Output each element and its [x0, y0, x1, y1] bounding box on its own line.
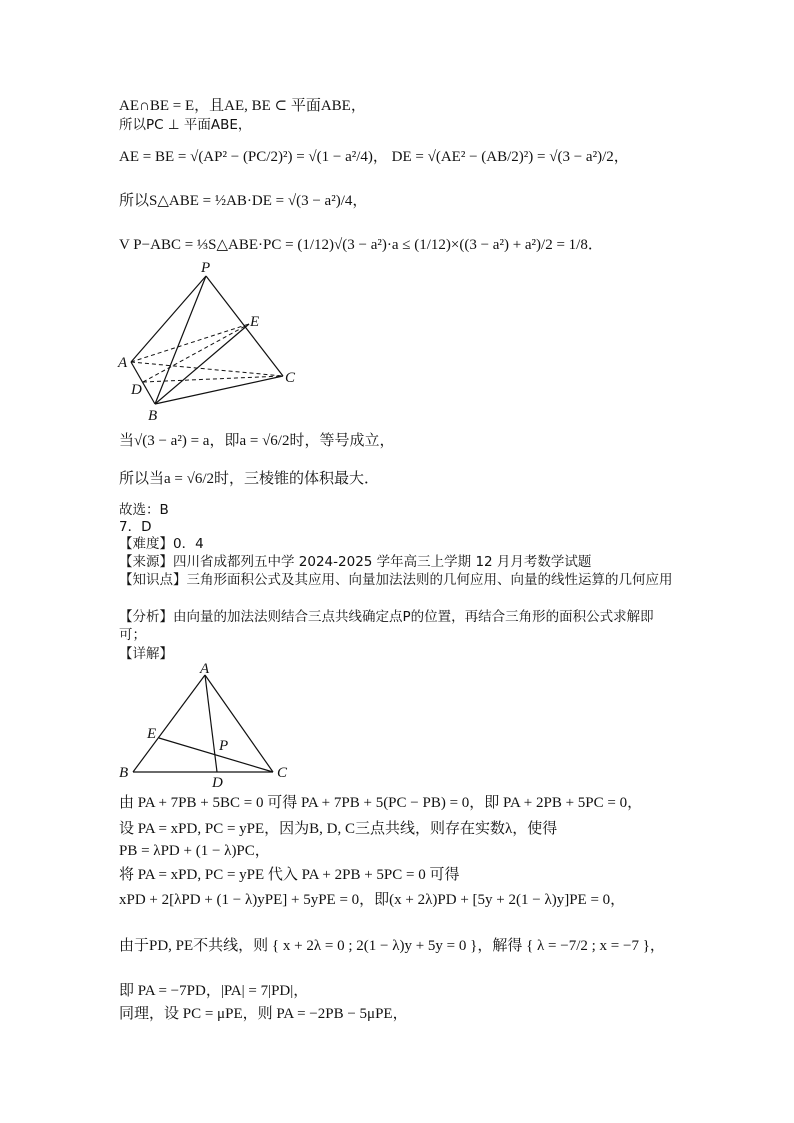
text-line-max-volume: 所以当a = √6/2时，三棱锥的体积最大．	[119, 471, 380, 487]
vector-line-5: xPD + 2[λPD + (1 − λ)yPE] + 5yPE = 0，即(x + 2λ)PD + [5y + 2(1 − λ)y]PE = 0，	[119, 892, 626, 908]
vertex-label-c: C	[277, 765, 288, 781]
vector-line-1: 由 PA + 7PB + 5BC = 0 可得 PA + 7PB + 5(PC − PB) = 0，即 PA + 2PB + 5PC = 0，	[119, 795, 643, 811]
vertex-label-e: E	[250, 314, 260, 330]
vertex-label-b: B	[119, 765, 129, 781]
question-number: 7．D	[119, 519, 152, 535]
text-line-answer: 故选：B	[119, 502, 169, 518]
detail-heading: 【详解】	[119, 646, 173, 662]
analysis-line: 【分析】由向量的加法法则结合三点共线确定点P的位置，再结合三角形的面积公式求解即可；	[119, 609, 654, 643]
vertex-label-p: P	[219, 738, 229, 754]
knowledge-point-line: 【知识点】三角形面积公式及其应用、向量加法法则的几何应用、向量的线性运算的几何应用	[119, 572, 673, 588]
source-line: 【来源】四川省成都列五中学 2024-2025 学年高三上学期 12 月月考数学试题	[119, 554, 592, 570]
vertex-label-a: A	[118, 355, 128, 371]
formula-volume: V P−ABC = ⅓S△ABE·PC = (1/12)√(3 − a²)·a ≤ (1/12)×((3 − a²) + a²)/2 = 1/8．	[119, 237, 603, 253]
vertex-label-d: D	[212, 775, 223, 790]
text-line-1: AE∩BE = E，且AE, BE ⊂ 平面ABE，	[119, 98, 366, 114]
vector-line-7: 即 PA = −7PD，|PA| = 7|PD|，	[119, 983, 309, 999]
formula-ae-de: AE = BE = √(AP² − (PC/2)²) = √(1 − a²/4)， DE = √(AE² − (AB/2)²) = √(3 − a²)/2，	[119, 149, 629, 165]
vertex-label-c: C	[285, 370, 296, 386]
triangle-figure	[113, 660, 303, 790]
tetrahedron-figure	[113, 258, 313, 428]
vertex-label-p: P	[201, 260, 211, 276]
vector-line-3: PB = λPD + (1 − λ)PC，	[119, 843, 270, 859]
vector-line-4: 将 PA = xPD, PC = yPE 代入 PA + 2PB + 5PC = 0 可得	[119, 867, 460, 883]
vertex-label-e: E	[147, 726, 157, 742]
vector-line-6: 由于PD, PE不共线，则 { x + 2λ = 0 ; 2(1 − λ)y + 5y = 0 }，解得 { λ = −7/2 ; x = −7 }，	[119, 938, 665, 954]
text-line-equality: 当√(3 − a²) = a，即a = √6/2时，等号成立，	[119, 433, 395, 449]
vertex-label-d: D	[131, 382, 142, 398]
vertex-label-b: B	[148, 408, 158, 424]
vertex-label-a: A	[200, 661, 210, 677]
difficulty-line: 【难度】0．4	[119, 536, 204, 552]
vector-line-8: 同理，设 PC = μPE，则 PA = −2PB − 5μPE，	[119, 1006, 408, 1022]
vector-line-2: 设 PA = xPD, PC = yPE，因为B, D, C三点共线，则存在实数λ，使得	[119, 821, 558, 837]
text-line-2: 所以PC ⊥ 平面ABE，	[119, 117, 252, 133]
formula-area-abe: 所以S△ABE = ½AB·DE = √(3 − a²)/4，	[119, 193, 368, 209]
